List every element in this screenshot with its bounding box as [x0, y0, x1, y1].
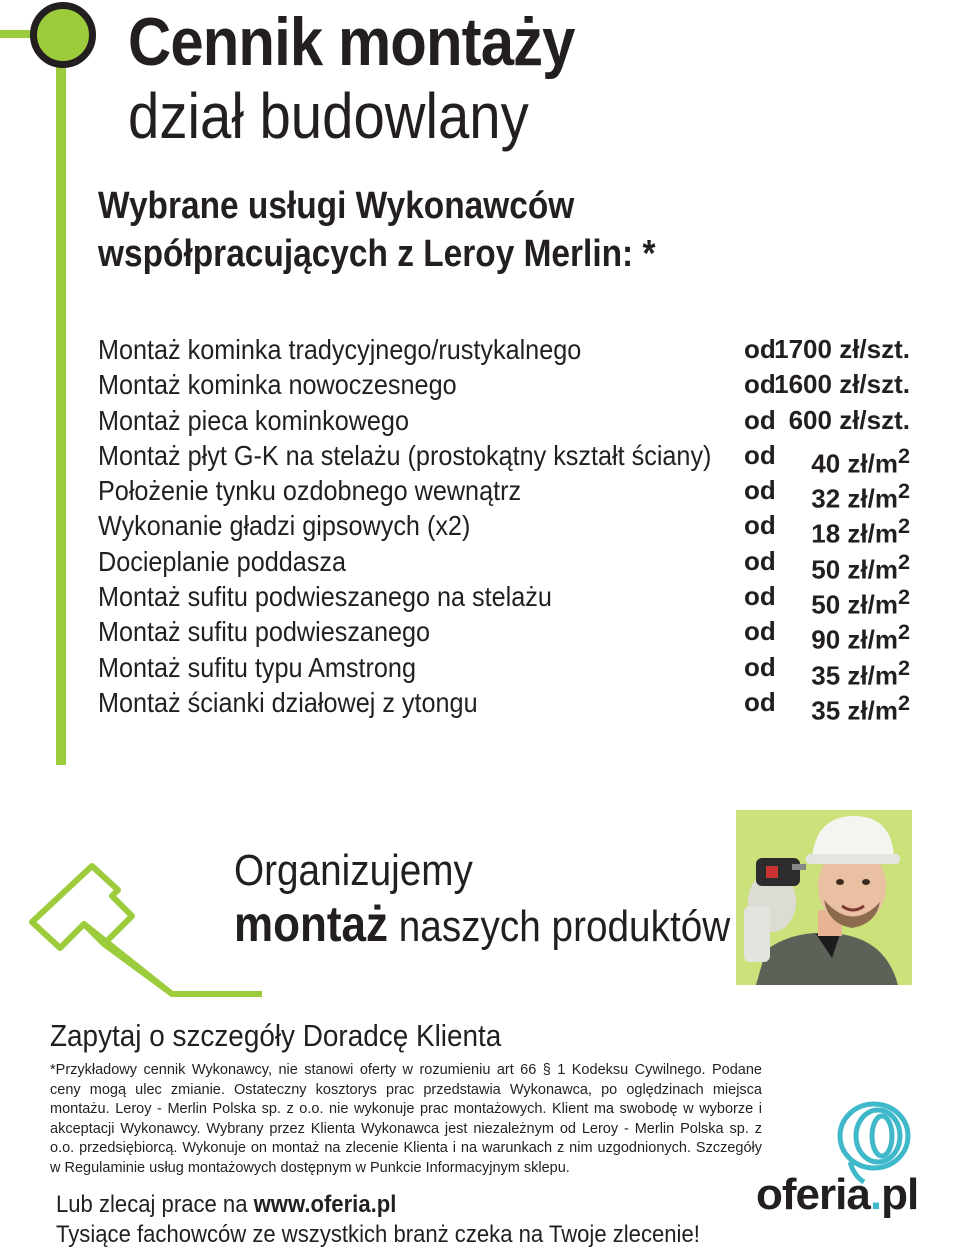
unit-superscript: 2	[897, 584, 910, 610]
price-value: 18 zł/m	[811, 519, 898, 550]
order-prefix: Lub zlecaj prace na	[56, 1191, 254, 1218]
price-row	[98, 650, 918, 691]
service-name: Montaż pieca kominkowego	[98, 404, 409, 436]
order-line-2: Tysiące fachowców ze wszystkich branż czeka na Twoje zlecenie!	[56, 1221, 700, 1248]
unit-superscript: 2	[897, 619, 910, 645]
logo-dot: .	[869, 1170, 882, 1219]
price-row	[98, 473, 918, 514]
service-price	[811, 685, 910, 729]
oferia-link[interactable]: www.oferia.pl	[253, 1191, 397, 1218]
price-prefix: od	[744, 475, 776, 506]
decor-circle	[30, 2, 96, 68]
service-name: Montaż sufitu typu Amstrong	[98, 651, 416, 683]
page-title: Cennik montaży	[128, 4, 575, 80]
ask-advisor-text: Zapytaj o szczegóły Doradcę Klienta	[50, 1018, 502, 1053]
price-value: 35 zł/m	[811, 695, 898, 726]
price-row	[98, 685, 918, 726]
price-prefix: od	[744, 545, 776, 576]
unit-superscript: 2	[897, 478, 910, 504]
order-line-1	[56, 1190, 396, 1220]
price-value: 50 zł/m	[811, 589, 898, 620]
price-value: 50 zł/m	[811, 554, 898, 585]
unit-superscript: 2	[897, 548, 910, 574]
service-name: Montaż ścianki działowej z ytongu	[98, 686, 478, 718]
price-row	[98, 403, 918, 438]
price-row	[98, 614, 918, 656]
price-value: 600 zł/szt.	[788, 404, 910, 435]
intro-line-1: Wybrane usługi Wykonawców	[98, 185, 575, 227]
promo-line-2	[234, 896, 730, 955]
price-row	[98, 332, 918, 367]
logo-tld: pl	[881, 1170, 919, 1219]
promo-line-1: Organizujemy	[234, 846, 473, 895]
service-name: Wykonanie gładzi gipsowych (x2)	[98, 510, 471, 542]
decor-line-vertical	[56, 60, 66, 765]
service-name: Montaż sufitu podwieszanego na stelażu	[98, 581, 552, 613]
page-subtitle: dział budowlany	[128, 80, 529, 152]
price-prefix: od	[744, 404, 776, 435]
price-row	[98, 508, 918, 550]
service-name: Montaż płyt G-K na stelażu (prostokątny kształt ściany)	[98, 439, 712, 471]
price-prefix: od	[744, 334, 776, 364]
price-prefix: od	[744, 439, 776, 470]
logo-main: oferia	[756, 1170, 870, 1219]
price-value: 40 zł/m	[811, 448, 898, 479]
unit-superscript: 2	[897, 442, 910, 468]
price-row	[98, 579, 918, 620]
service-name: Docieplanie poddasza	[98, 545, 346, 577]
promo-emphasis: montaż	[234, 896, 388, 952]
promo-rest: naszych produktów	[388, 902, 731, 951]
unit-superscript: 2	[897, 513, 910, 539]
service-price	[789, 403, 910, 438]
price-prefix: od	[744, 616, 776, 647]
price-prefix: od	[744, 369, 776, 400]
unit-superscript: 2	[897, 689, 910, 715]
worker-photo	[736, 810, 912, 985]
hammer-icon	[22, 860, 262, 1000]
service-name: Montaż sufitu podwieszanego	[98, 616, 431, 648]
price-list	[98, 332, 918, 726]
service-name: Położenie tynku ozdobnego wewnątrz	[98, 475, 522, 507]
price-row	[98, 367, 918, 402]
legal-disclaimer: *Przykładowy cennik Wykonawcy, nie stanowi oferty w rozumieniu art 66 § 1 Kodeksu Cywilnego. Podane ceny mogą ulec zmianie. Ostateczny kosztorys prac przedstawia Wykonawca, po oględzinach miejsca montażu. Leroy - Merlin Polska sp. z o.o. nie wykonuje prac montażowych. Klient ma swobodę w wyborze i akceptacji Wykonawcy. Wybrany przez Klienta Wykonawca jest niezależnym od Leroy - Merlin Polska sp. z o.o. przedsiębiorcą. Wykonuje on montaż na zlecenie Klienta i na warunkach z nim uzgodnionych. Szczegóły w Regulaminie usług montażowych dostępnym w Punkcie Informacyjnym sklepu.	[50, 1062, 762, 1176]
price-value: 35 zł/m	[811, 660, 898, 691]
service-name: Montaż kominka tradycyjnego/rustykalnego	[98, 334, 582, 365]
service-name: Montaż kominka nowoczesnego	[98, 369, 457, 401]
price-value: 32 zł/m	[811, 483, 898, 514]
intro-heading	[98, 182, 655, 278]
price-prefix: od	[744, 651, 776, 682]
price-value: 1600 zł/szt.	[774, 369, 910, 400]
oferia-logo[interactable]	[756, 1170, 918, 1220]
intro-line-2: współpracujących z Leroy Merlin: *	[98, 233, 656, 275]
unit-superscript: 2	[897, 654, 910, 680]
price-prefix: od	[744, 510, 776, 541]
price-prefix: od	[744, 686, 776, 717]
price-row	[98, 544, 918, 585]
price-prefix: od	[744, 581, 776, 612]
price-row	[98, 438, 918, 479]
service-price	[774, 332, 910, 367]
price-value: 90 zł/m	[811, 625, 898, 656]
price-value: 1700 zł/szt.	[774, 334, 910, 364]
service-price	[774, 367, 910, 402]
